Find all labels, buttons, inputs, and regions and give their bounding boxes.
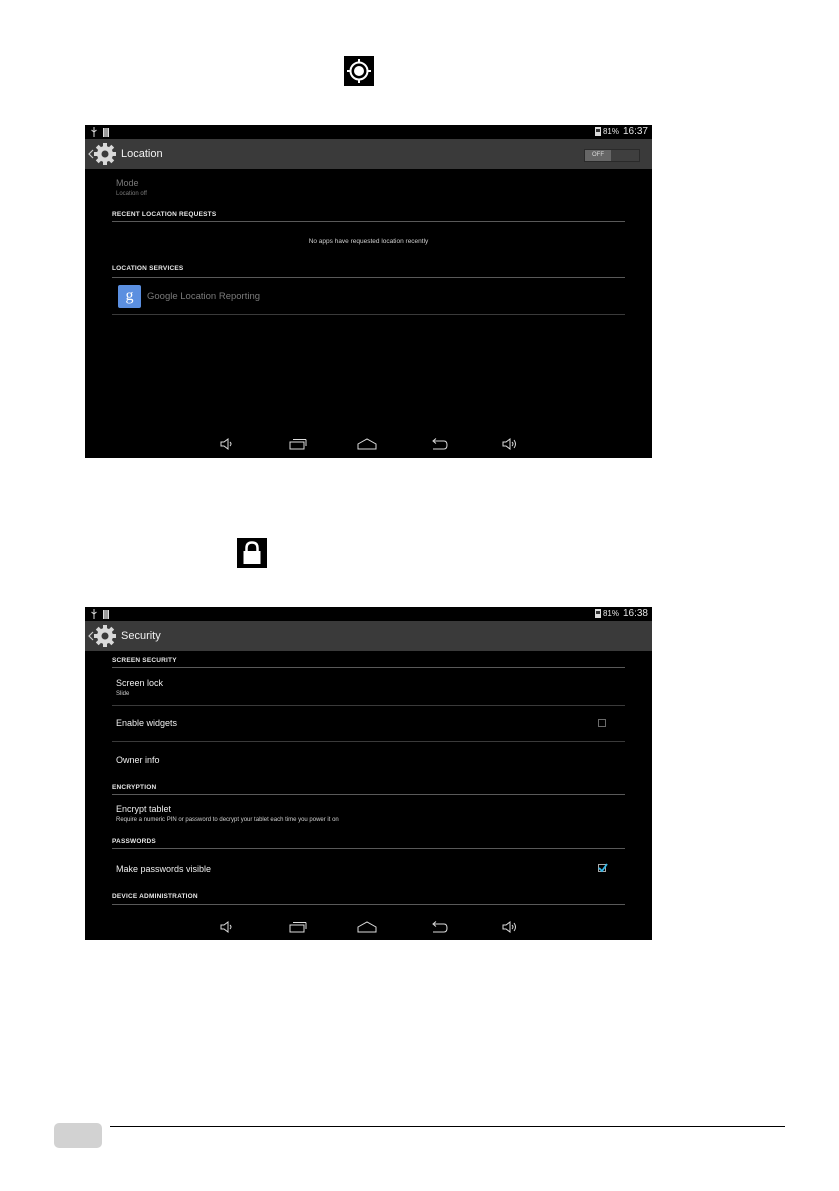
passwords-header: PASSWORDS xyxy=(112,838,625,845)
page-title: Security xyxy=(121,630,161,642)
screen-lock-subtitle: Slide xyxy=(116,691,130,697)
status-bar xyxy=(85,125,652,139)
make-passwords-visible-title: Make passwords visible xyxy=(116,864,212,874)
location-screenshot xyxy=(85,125,652,458)
battery-icon xyxy=(595,127,601,136)
action-bar xyxy=(85,139,652,169)
security-content xyxy=(112,651,625,913)
owner-info-title: Owner info xyxy=(116,755,160,765)
device-administration-header: DEVICE ADMINISTRATION xyxy=(112,893,625,900)
mode-title: Mode xyxy=(116,178,139,188)
battery-percent: 81% xyxy=(602,609,619,618)
status-clock: 16:38 xyxy=(622,608,648,619)
battery-percent: 81% xyxy=(602,127,619,136)
nav-bar xyxy=(85,916,652,938)
enable-widgets-title: Enable widgets xyxy=(116,718,178,728)
enable-widgets-checkbox[interactable] xyxy=(598,719,606,727)
back-icon[interactable] xyxy=(429,437,449,451)
volume-up-icon[interactable] xyxy=(501,920,521,934)
encrypt-tablet-title: Encrypt tablet xyxy=(116,804,172,814)
toggle-label: OFF xyxy=(585,150,611,161)
back-icon[interactable] xyxy=(429,920,449,934)
checkmark-icon xyxy=(598,863,608,872)
service-item-label: Google Location Reporting xyxy=(147,291,261,302)
location-content xyxy=(112,169,625,439)
security-screenshot xyxy=(85,607,652,940)
location-toggle[interactable] xyxy=(584,149,640,162)
recent-apps-icon[interactable] xyxy=(288,920,308,934)
google-app-icon: g xyxy=(118,285,141,308)
settings-gear-icon[interactable] xyxy=(93,624,117,648)
lock-icon xyxy=(237,538,267,568)
volume-down-icon[interactable] xyxy=(219,920,239,934)
make-passwords-visible-checkbox[interactable] xyxy=(598,864,606,872)
action-bar xyxy=(85,621,652,651)
encrypt-tablet-subtitle: Require a numeric PIN or password to decrypt your tablet each time you power it on xyxy=(116,817,339,823)
volume-up-icon[interactable] xyxy=(501,437,521,451)
storage-icon xyxy=(103,610,109,619)
screen-lock-title: Screen lock xyxy=(116,678,164,688)
volume-down-icon[interactable] xyxy=(219,437,239,451)
settings-gear-icon[interactable] xyxy=(93,142,117,166)
recent-requests-empty: No apps have requested location recently xyxy=(308,238,429,245)
footer-rule xyxy=(110,1126,785,1127)
page-number-tab xyxy=(54,1123,102,1148)
nav-bar xyxy=(85,433,652,455)
encryption-header: ENCRYPTION xyxy=(112,784,625,791)
screen-security-header: SCREEN SECURITY xyxy=(112,657,625,664)
home-icon[interactable] xyxy=(357,437,377,451)
usb-icon xyxy=(91,609,97,619)
usb-icon xyxy=(91,127,97,137)
mode-subtitle: Location off xyxy=(116,191,147,197)
battery-icon xyxy=(595,609,601,618)
home-icon[interactable] xyxy=(357,920,377,934)
status-bar xyxy=(85,607,652,621)
location-services-header: LOCATION SERVICES xyxy=(112,265,625,272)
status-clock: 16:37 xyxy=(622,126,648,137)
storage-icon xyxy=(103,128,109,137)
recent-apps-icon[interactable] xyxy=(288,437,308,451)
location-target-icon xyxy=(344,56,374,86)
recent-requests-header: RECENT LOCATION REQUESTS xyxy=(112,211,625,218)
page-title: Location xyxy=(121,148,163,160)
